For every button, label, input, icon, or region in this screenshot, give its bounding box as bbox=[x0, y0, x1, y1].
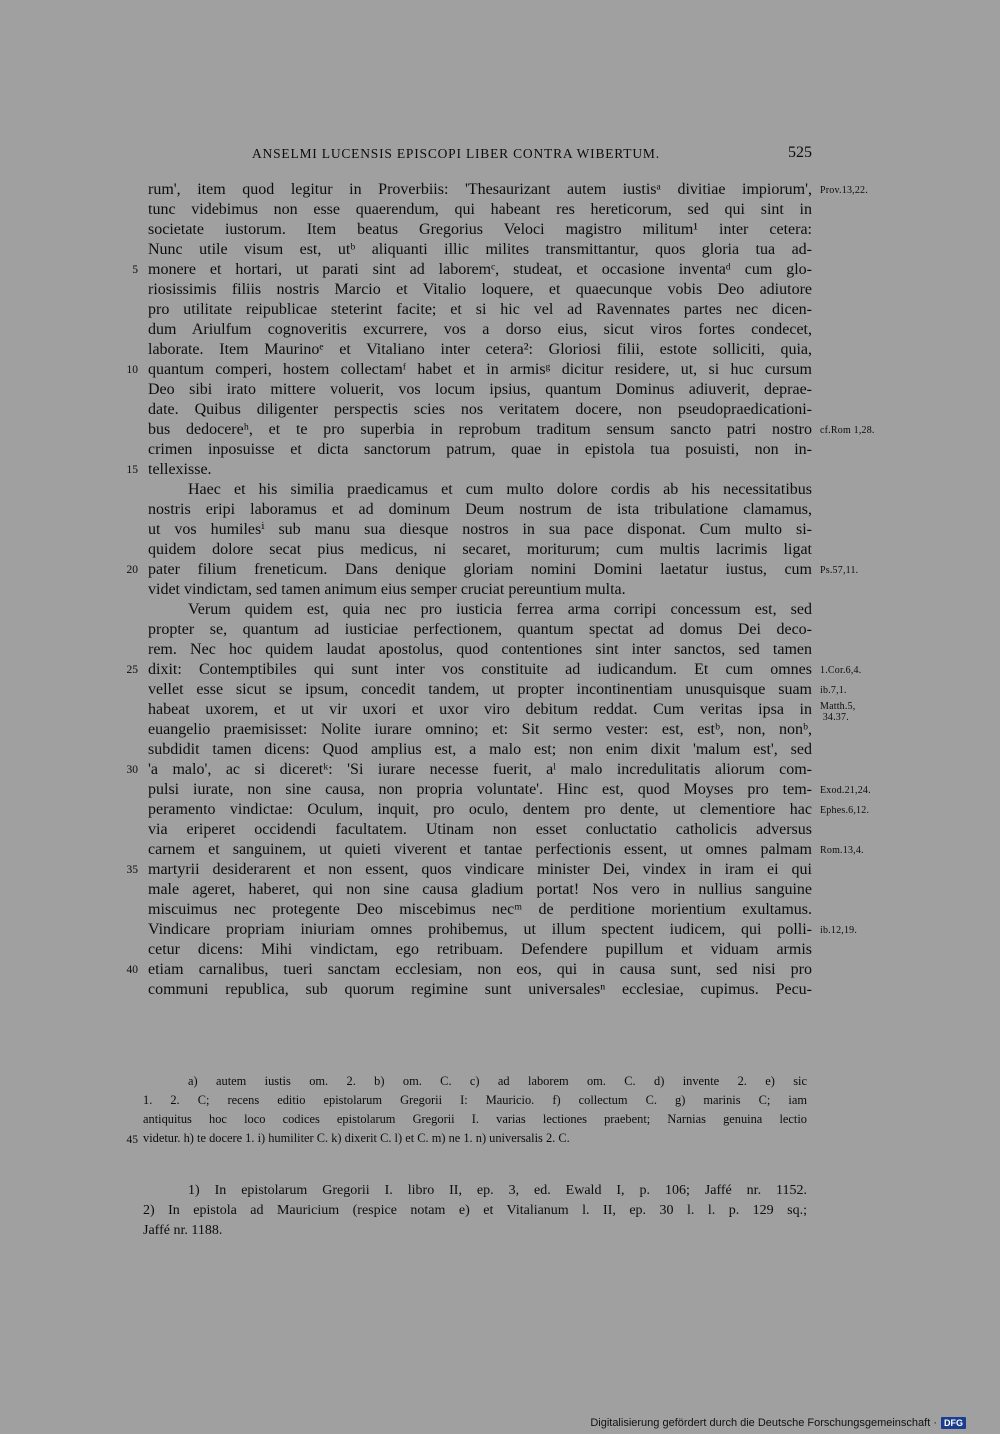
credit-text: Digitalisierung gefördert durch die Deutsche Forschungsgemeinschaft · bbox=[590, 1417, 937, 1429]
text-line-4: Nunc utile visum est, utᵇ aliquanti illic milites transmittantur, quos gloria tua ad- bbox=[148, 241, 812, 258]
margin-reference: Exod.21,24. bbox=[820, 785, 871, 796]
digitization-credit bbox=[590, 1415, 966, 1431]
text-line-5: monere et hortari, ut parati sint ad laboremᶜ, studeat, et occasione inventaᵈ cum glo- bbox=[148, 261, 812, 278]
margin-reference: Ps.57,11. bbox=[820, 565, 859, 576]
margin-reference: 1.Cor.6,4. bbox=[820, 665, 862, 676]
text-line-22: Verum quidem est, quia nec pro iusticia ferrea arma corripi concessum est, sed bbox=[188, 601, 812, 618]
text-line-9: laborate. Item Maurinoᵉ et Vitaliano inter cetera²: Gloriosi filii, estote solliciti, quia, bbox=[148, 341, 812, 358]
margin-reference: Matth.5, 34.37. bbox=[820, 701, 856, 723]
text-line-35: martyrii desiderarent et non essent, quos vindicare minister Dei, vindex in iram ei qui bbox=[148, 861, 812, 878]
text-line-16: Haec et his similia praedicamus et cum multo dolore cordis ab his necessitatibus bbox=[188, 481, 812, 498]
text-line-1: rum', item quod legitur in Proverbiis: 'Thesaurizant autem iustisᵃ divitiae impiorum', bbox=[148, 181, 812, 198]
source-note-line: 2) In epistola ad Mauricium (respice notam e) et Vitalianum l. II, ep. 30 l. l. p. 129 sq.; bbox=[143, 1203, 807, 1218]
line-number: 40 bbox=[126, 964, 138, 976]
line-number: 15 bbox=[126, 464, 138, 476]
text-line-34: carnem et sanguinem, ut quieti viverent et tantae perfectionis essent, ut omnes palmam bbox=[148, 841, 812, 858]
text-line-14: crimen inposuisse et dicta sanctorum patrum, quae in epistola tua posuisti, non in- bbox=[148, 441, 812, 458]
text-line-8: dum Ariulfum cognoveritis excurrere, vos a dorso eius, sicut viros fortes condecet, bbox=[148, 321, 812, 338]
line-number: 10 bbox=[126, 364, 138, 376]
text-line-31: pulsi iurate, non sine causa, non propria voluntate'. Hinc est, quod Moyses pro tem- bbox=[148, 781, 812, 798]
text-line-15: tellexisse. bbox=[148, 461, 212, 478]
text-line-13: bus dedocereʰ, et te pro superbia in reprobum traditum sensum sancto patri nostro bbox=[148, 421, 812, 438]
text-line-29: subdidit tamen dicens: Quod amplius est, a malo est; non enim dixit 'malum est', sed bbox=[148, 741, 812, 758]
text-line-3: societate iustorum. Item beatus Gregorius Veloci magistro militum¹ inter cetera: bbox=[148, 221, 812, 238]
margin-reference: Ephes.6,12. bbox=[820, 805, 870, 816]
line-number: 35 bbox=[126, 864, 138, 876]
margin-reference: Prov.13,22. bbox=[820, 185, 868, 196]
line-number: 30 bbox=[126, 764, 138, 776]
text-line-2: tunc videbimus non esse quaerendum, qui habeant res hereticorum, sed qui sint in bbox=[148, 201, 812, 218]
text-line-6: riosissimis filiis nostris Marcio et Vitalio loquere, et quaecunque vobis Deo adiutore bbox=[148, 281, 812, 298]
text-line-38: Vindicare propriam iniuriam omnes prohibemus, ut illum spectent iudicem, qui polli- bbox=[148, 921, 812, 938]
text-line-12: date. Quibus diligenter perspectis scies nos veritatem docere, non pseudopraedicationi- bbox=[148, 401, 812, 418]
text-line-10: quantum comperi, hostem collectamᶠ habet et in armisᵍ dicitur residere, ut, si huc cursum bbox=[148, 361, 812, 378]
margin-reference: ib.7,1. bbox=[820, 685, 847, 696]
text-line-18: ut vos humilesⁱ sub manu sua diesque nostros in sua pace disponat. Cum multo si- bbox=[148, 521, 812, 538]
text-line-7: pro utilitate reipublicae steterint facite; et si hic vel ad Ravennates partes nec dicen- bbox=[148, 301, 812, 318]
text-line-27: habeat uxorem, et ut vir uxori et uxor viro debitum reddat. Cum veritas ipsa in bbox=[148, 701, 812, 718]
line-number: 25 bbox=[126, 664, 138, 676]
variant-note-line: antiquitus hoc loco codices epistolarum Gregorii I. varias lectiones praebent; Narnias genuina lectio bbox=[143, 1112, 807, 1126]
source-note-line: 1) In epistolarum Gregorii I. libro II, ep. 3, ed. Ewald I, p. 106; Jaffé nr. 1152. bbox=[188, 1183, 807, 1198]
text-line-32: peramento vindictae: Oculum, inquit, pro oculo, dentem pro dente, ut clementiore hac bbox=[148, 801, 812, 818]
text-line-24: rem. Nec hoc quidem laudat apostolus, quod contentiones sint inter sanctos, sed tamen bbox=[148, 641, 812, 658]
text-line-36: male ageret, haberet, qui non sine causa gladium portat! Nos vero in nullius sanguine bbox=[148, 881, 812, 898]
text-line-23: propter se, quantum ad iusticiae perfectionem, quantum spectat ad domus Dei deco- bbox=[148, 621, 812, 638]
text-line-21: videt vindictam, sed tamen animum eius semper cruciat pereuntium multa. bbox=[148, 581, 626, 598]
text-line-26: vellet esse sicut se ipsum, concedit tandem, ut propter incontinentiam unusquisque suam bbox=[148, 681, 812, 698]
text-line-37: miscuimus nec protegente Deo miscebimus necᵐ de perditione morientium exultamus. bbox=[148, 901, 812, 918]
line-number: 45 bbox=[126, 1134, 138, 1146]
source-note-line: Jaffé nr. 1188. bbox=[143, 1223, 223, 1238]
dfg-logo[interactable]: DFG bbox=[941, 1417, 966, 1429]
line-number: 5 bbox=[132, 264, 138, 276]
text-line-39: cetur dicens: Mihi vindictam, ego retribuam. Defendere pupillum et viduam armis bbox=[148, 941, 812, 958]
text-line-40: etiam carnalibus, tueri sanctam ecclesiam, non eos, qui in causa sunt, sed nisi pro bbox=[148, 961, 812, 978]
text-line-11: Deo sibi irato mittere voluerit, vos locum ipsius, quantum Dominus adiuverit, deprae- bbox=[148, 381, 812, 398]
text-line-28: euangelio praemisisset: Nolite iurare omnino; et: Sit sermo vester: est, estᵇ, non, nonᵇ, bbox=[148, 721, 812, 738]
variant-note-line: videtur. h) te docere 1. i) humiliter C. k) dixerit C. l) et C. m) ne 1. n) universalis 2. C. bbox=[143, 1131, 570, 1145]
text-line-20: pater filium freneticum. Dans denique gloriam nomini Domini laetatur iustus, cum bbox=[148, 561, 812, 578]
line-number: 20 bbox=[126, 564, 138, 576]
margin-reference: ib.12,19. bbox=[820, 925, 858, 936]
text-line-33: via eriperet occidendi facultatem. Utinam non esset conluctatio catholicis adversus bbox=[148, 821, 812, 838]
variant-note-line: 1. 2. C; recens editio epistolarum Gregorii I: Mauricio. f) collectum C. g) marinis C; iam bbox=[143, 1093, 807, 1107]
margin-reference: cf.Rom 1,28. bbox=[820, 425, 875, 436]
text-line-25: dixit: Contemptibiles qui sunt inter vos constituite ad iudicandum. Et cum omnes bbox=[148, 661, 812, 678]
text-line-30: 'a malo', ac si diceretᵏ: 'Si iurare necesse fuerit, aˡ malo incredulitatis aliorum com- bbox=[148, 761, 812, 778]
variant-note-line: a) autem iustis om. 2. b) om. C. c) ad laborem om. C. d) invente 2. e) sic bbox=[188, 1074, 807, 1088]
text-line-17: nostris eripi laboramus et ad dominum Deum nostrum de ista tribulatione clamamus, bbox=[148, 501, 812, 518]
text-line-41: communi republica, sub quorum regimine sunt universalesⁿ ecclesiae, cupimus. Pecu- bbox=[148, 981, 812, 998]
margin-reference: Rom.13,4. bbox=[820, 845, 864, 856]
page-number: 525 bbox=[788, 144, 812, 161]
running-title: ANSELMI LUCENSIS EPISCOPI LIBER CONTRA WIBERTUM. bbox=[252, 146, 660, 161]
text-line-19: quidem dolore secat pius medicus, ni secaret, moriturum; cum multis lacrimis ligat bbox=[148, 541, 812, 558]
